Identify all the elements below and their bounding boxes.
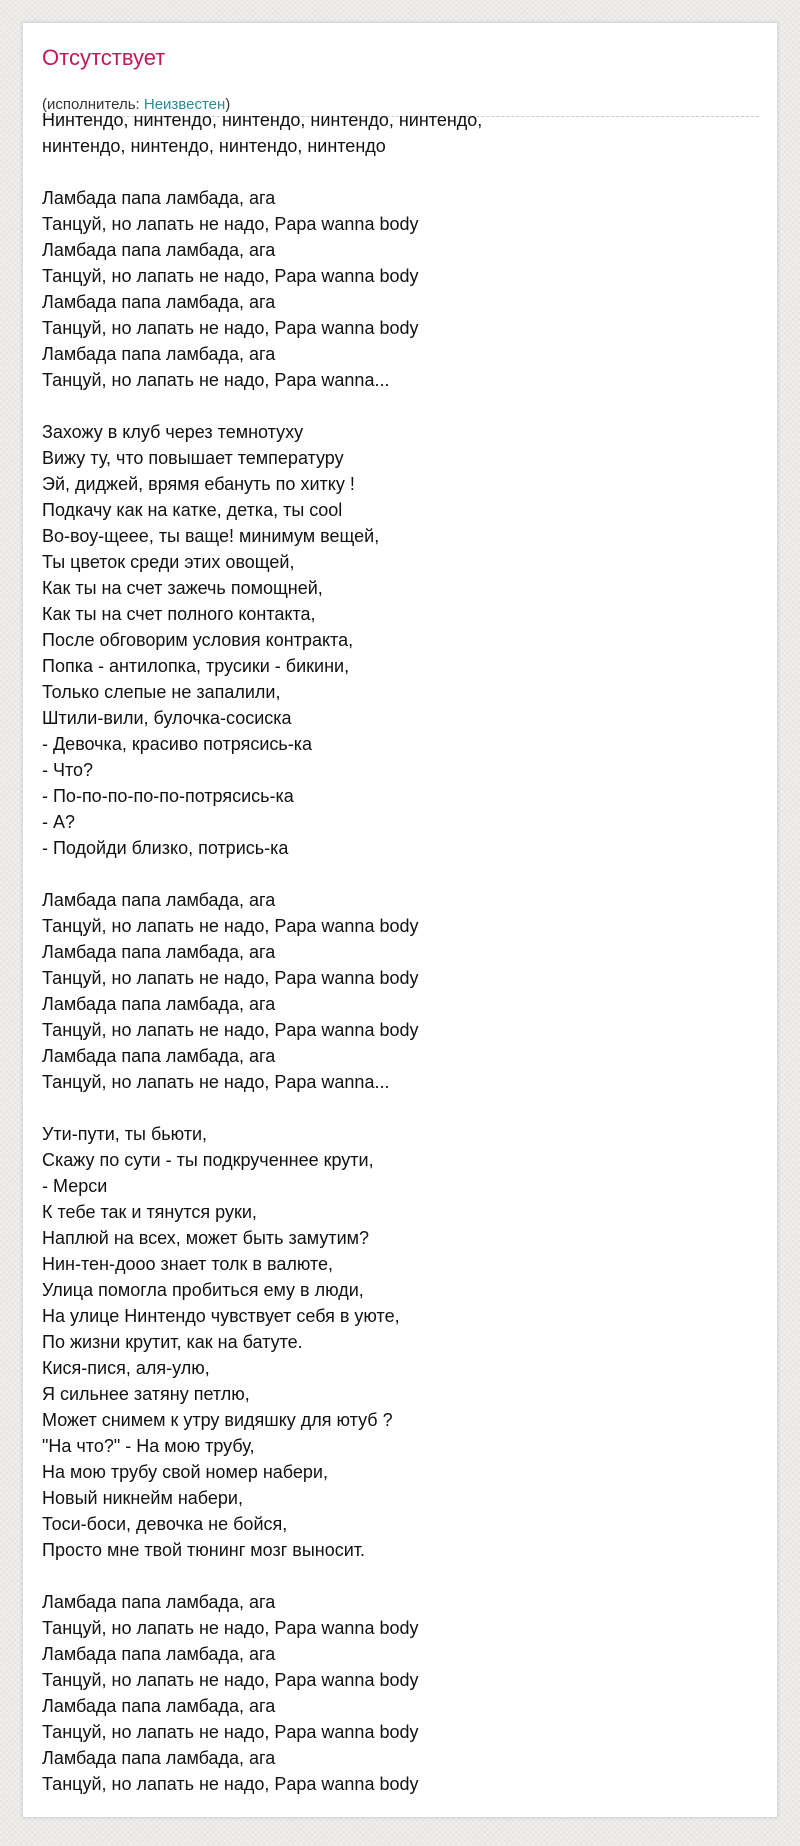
lyric-line: Ламбада папа ламбада, ага (42, 188, 276, 208)
lyric-line: Штили-вили, булочка-сосиска (42, 708, 292, 728)
lyric-line: Танцуй, но лапать не надо, Papa wanna body (42, 266, 419, 286)
lyric-line: Ламбада папа ламбада, ага (42, 1644, 276, 1664)
lyric-line: Танцуй, но лапать не надо, Papa wanna body (42, 214, 419, 234)
artist-suffix: ) (225, 96, 231, 113)
lyric-line: Ламбада папа ламбада, ага (42, 1046, 276, 1066)
song-title: Отсутствует (42, 45, 166, 70)
lyric-line: Эй, диджей, врямя ебануть по хитку ! (42, 474, 355, 494)
lyric-line: К тебе так и тянутся руки, (42, 1202, 257, 1222)
lyric-line: Ламбада папа ламбада, ага (42, 1748, 276, 1768)
lyric-line: Танцуй, но лапать не надо, Papa wanna... (42, 370, 390, 390)
lyric-line: Может снимем к утру видяшку для ютуб ? (42, 1410, 393, 1430)
lyric-line: - Девочка, красиво потрясись-ка (42, 734, 313, 754)
lyric-line: Ламбада папа ламбада, ага (42, 344, 276, 364)
lyric-blank-line (42, 1563, 759, 1589)
artist-prefix: (исполнитель: (42, 96, 144, 113)
lyric-blank-line (42, 1095, 759, 1121)
artist-link[interactable]: Неизвестен (143, 96, 226, 113)
lyric-line: - Что? (42, 760, 94, 780)
lyric-line: Я сильнее затяну петлю, (42, 1384, 250, 1404)
lyric-line: Танцуй, но лапать не надо, Papa wanna... (42, 1072, 390, 1092)
lyric-line: На улице Нинтендо чувствует себя в уюте, (42, 1306, 400, 1326)
lyric-line: Как ты на счет полного контакта, (42, 604, 316, 624)
lyric-line: Ламбада папа ламбада, ага (42, 994, 276, 1014)
lyric-line: - Мерси (42, 1176, 108, 1196)
lyric-line: - Подойди близко, потрись-ка (42, 838, 289, 858)
lyrics-body (42, 107, 759, 1797)
lyric-line: Просто мне твой тюнинг мозг выносит. (42, 1540, 366, 1560)
lyric-line: Ламбада папа ламбада, ага (42, 1592, 276, 1612)
lyric-line: Танцуй, но лапать не надо, Papa wanna body (42, 916, 419, 936)
lyric-line: Только слепые не запалили, (42, 682, 281, 702)
lyric-line: По жизни крутит, как на батуте. (42, 1332, 303, 1352)
lyric-line: Танцуй, но лапать не надо, Papa wanna body (42, 1774, 419, 1794)
lyric-line: Наплюй на всех, может быть замутим? (42, 1228, 370, 1248)
lyric-line: Танцуй, но лапать не надо, Papa wanna body (42, 318, 419, 338)
lyric-line: Ламбада папа ламбада, ага (42, 942, 276, 962)
lyric-line: Вижу ту, что повышает температуру (42, 448, 344, 468)
lyric-line: Попка - антилопка, трусики - бикини, (42, 656, 350, 676)
lyric-line: Ламбада папа ламбада, ага (42, 240, 276, 260)
lyric-line: Танцуй, но лапать не надо, Papa wanna body (42, 968, 419, 988)
lyric-line: Танцуй, но лапать не надо, Papa wanna body (42, 1618, 419, 1638)
lyric-line: Нинтендо, нинтендо, нинтендо, нинтендо, нинтендо, (42, 110, 483, 130)
lyric-line: - А? (42, 812, 76, 832)
lyric-line: Нин-тен-дооо знает толк в валюте, (42, 1254, 334, 1274)
lyric-line: Танцуй, но лапать не надо, Papa wanna body (42, 1670, 419, 1690)
lyric-line: Тоси-боси, девочка не бойся, (42, 1514, 288, 1534)
lyric-line: Танцуй, но лапать не надо, Papa wanna body (42, 1020, 419, 1040)
lyric-line: Захожу в клуб через темнотуху (42, 422, 304, 442)
lyric-line: Как ты на счет зажечь помощней, (42, 578, 323, 598)
lyric-line: Танцуй, но лапать не надо, Papa wanna body (42, 1722, 419, 1742)
lyric-line: После обговорим условия контракта, (42, 630, 354, 650)
lyric-line: Кися-пися, аля-улю, (42, 1358, 210, 1378)
lyric-line: "На что?" - На мою трубу, (42, 1436, 255, 1456)
lyric-line: На мою трубу свой номер набери, (42, 1462, 328, 1482)
lyric-line: Ламбада папа ламбада, ага (42, 292, 276, 312)
lyric-blank-line (42, 393, 759, 419)
lyric-line: Ты цветок среди этих овощей, (42, 552, 295, 572)
lyric-line: Ути-пути, ты бьюти, (42, 1124, 208, 1144)
lyric-line: Во-воу-щеее, ты ваще! минимум вещей, (42, 526, 380, 546)
lyrics-card (22, 22, 778, 1818)
lyric-line: Ламбада папа ламбада, ага (42, 1696, 276, 1716)
lyric-line: Скажу по сути - ты подкрученнее крути, (42, 1150, 374, 1170)
lyric-line: Улица помогла пробиться ему в люди, (42, 1280, 364, 1300)
lyric-line: - По-по-по-по-по-потрясись-ка (42, 786, 294, 806)
lyric-line: Новый никнейм набери, (42, 1488, 243, 1508)
lyric-line: Подкачу как на катке, детка, ты cool (42, 500, 343, 520)
lyric-line: Ламбада папа ламбада, ага (42, 890, 276, 910)
lyric-line: нинтендо, нинтендо, нинтендо, нинтендо (42, 136, 386, 156)
lyric-blank-line (42, 861, 759, 887)
lyric-blank-line (42, 159, 759, 185)
